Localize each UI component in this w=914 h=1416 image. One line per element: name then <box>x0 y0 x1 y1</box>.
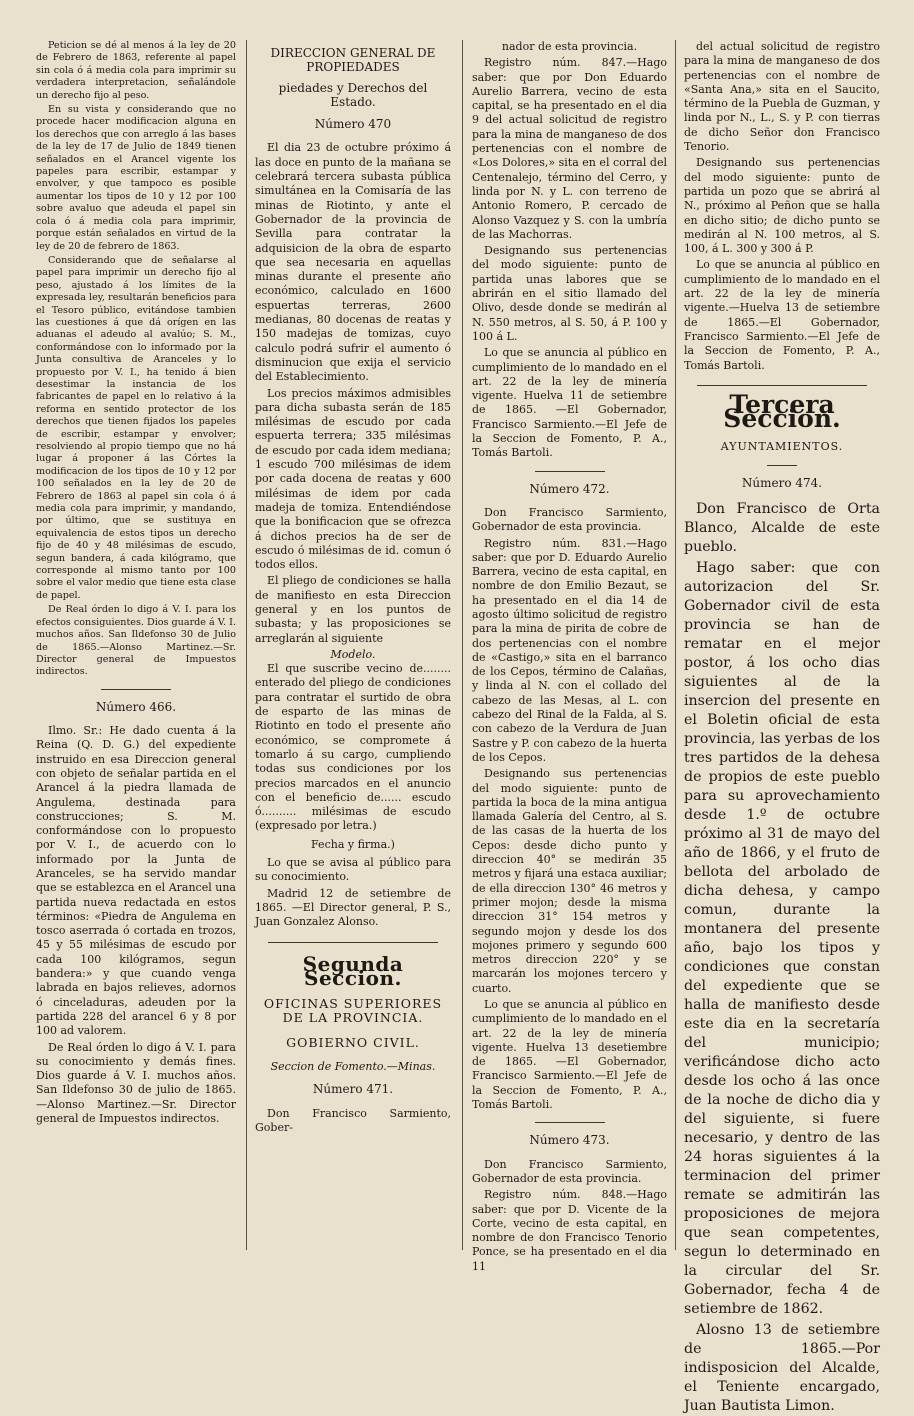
paragraph: Madrid 12 de setiembre de 1865. —El Director general, P. S., Juan Gonzalez Alonso. <box>255 886 451 929</box>
column-3 <box>472 40 667 1275</box>
paragraph: Don Francisco Sarmiento, Gobernador de esta provincia. <box>472 505 667 534</box>
subsection-title: GOBIERNO CIVIL. <box>286 1034 420 1050</box>
paragraph: Peticion se dé al menos á la ley de 20 de Febrero de 1863, referente al papel sin cola ó á media cola para imprimir su verdadera interpretacion, señalándole un derecho fijo al peso. <box>36 40 236 101</box>
paragraph: Don Francisco Sarmiento, Gobernador de esta provincia. <box>472 1157 667 1185</box>
subsection-title: AYUNTAMIENTOS. <box>720 440 844 454</box>
paragraph: Lo que se anuncia al público en cumplimiento de lo mandado en el art. 22 de la ley de minería vigente.—Huelva 13 de setiembre de 1865.—El Gobernador, Francisco Sarmiento.—El Jefe de la Seccion de Fomento, P. A., Tomás Bartoli. <box>684 258 880 372</box>
divider <box>535 471 605 472</box>
column-rule <box>246 40 247 1250</box>
paragraph: Registro núm. 831.—Hago saber: que por D. Eduardo Aurelio Barrera, vecino de esta capital, en nombre de don Emilio Bezaut, se ha presentado en el dia 14 de agosto último solicitud de registro para la mina de pirita de cobre de dos pertenencias con el nombre de «Castigo,» sita en el barranco de los Cepos, término de Calañas, y linda al N. con el collado del cabezo de las Mesas, al L. con cabezo del Rinal de la Falda, al S. con cabezo de la Verdura de Juan Sastre y P. con cabezo de la huerta de los Cepos. <box>472 536 667 764</box>
paragraph: Hago saber: que con autorizacion del Sr. Gobernador civil de esta provincia se han de rematar en el mejor postor, á los ocho dias siguientes al de la insercion del presente en el Boletin oficial de esta provincia, las yerbas de los tres partidos de la dehesa de propios de este pueblo para su aprovechamiento desde 1.º de octubre próximo al 31 de mayo del año de 1866, y el fruto de bellota del arbolado de dicha dehesa, y campo comun, durante la montanera del presente año, bajo los tipos y condiciones que constan del expediente que se halla de manifiesto desde este dia en la secretaría del municipio; verificándose dicho acto desde los ocho á las once de la noche de dicho dia y del siguiente, si fuere necesario, y dentro de las 24 horas siguientes á la terminacion del primer remate se admitirán las proposiciones de mejora que sean competentes, segun lo determinado en la circular del Sr. Gobernador, fecha 4 de setiembre de 1862. <box>684 560 880 1318</box>
paragraph: Registro núm. 848.—Hago saber: que por D. Vicente de la Corte, vecino de esta capital, en nombre de don Francisco Tenorio Ponce, se ha presentado en el dia 11 <box>472 1188 667 1273</box>
paragraph: Designando sus pertenencias del modo siguiente: punto de partida la boca de la mina antigua llamada Galería del Centro, al S. de las casas de la huerta de los Cepos: desde dicho punto y direccion 40° se medirán 35 metros y fijará una estaca auxiliar; de ella direccion 130° 46 metros y primer mojon; desde la misma direccion 31° 154 metros y segundo mojon y desde los dos mojones primero y segundo 600 metros direccion 220° y se marcarán los mojones tercero y cuarto. <box>472 767 667 995</box>
notice-number: Número 473. <box>529 1133 610 1148</box>
notice-number: Número 472. <box>529 481 610 496</box>
column-rule <box>675 40 676 1250</box>
paragraph: Don Francisco Sarmiento, Gober- <box>255 1106 451 1134</box>
divider <box>268 942 438 943</box>
paragraph: Don Francisco de Orta Blanco, Alcalde de este pueblo. <box>684 501 880 556</box>
paragraph: nador de esta provincia. <box>501 40 638 53</box>
section-heading-continued: piedades y Derechos del Estado. <box>278 80 428 109</box>
paragraph: De Real órden lo digo á V. I. para los efectos consiguientes. Dios guarde á V. I. muchos años. San Ildefonso 30 de Julio de 1865.—Alonso Martinez.—Sr. Director general de Impuestos indirectos. <box>36 604 236 678</box>
paragraph: Los precios máximos admisibles para dicha subasta serán de 185 milésimas de escudo por cada espuerta terrera; 335 milésimas de escudo por cada idem mediana; 1 escudo 700 milésimas de idem por cada docena de reatas y 600 milésimas de idem por cada madeja de tomiza. Entendiéndose que la bonificacion que se ofrezca á dichos precios ha de ser de escudo ó milésimas de id. comun ó todos ellos. <box>255 386 451 572</box>
column-2 <box>255 40 451 1275</box>
notice-number: Número 471. <box>312 1082 394 1097</box>
paragraph: Alosno 13 de setiembre de 1865.—Por indisposicion del Alcalde, el Teniente encargado, Juan Bautista Limon. <box>684 1322 880 1415</box>
notice-number: Número 474. <box>741 475 823 490</box>
divider <box>767 465 797 466</box>
paragraph: En su vista y considerando que no procede hacer modificacion alguna en los derechos que con arreglo á las bases de la ley de 17 de Julio de 1849 tienen señalados en el Arancel vigente los papeles para escribir, estampar y envolver, y que tampoco es posible aumentar los tipos de 10 y 12 por 100 sobre avaluo que adeuda el papel sin cola ó á media cola para imprimir, porque están señalados en virtud de la ley de 20 de febrero de 1863. <box>36 104 236 252</box>
paragraph: del actual solicitud de registro para la mina de manganeso de dos pertenencias con el nombre de «Santa Ana,» sita en el Saucito, término de la Puebla de Guzman, y linda por N., L., S. y P. con tierras de dicho Señor don Francisco Tenorio. <box>684 40 880 154</box>
paragraph: Registro núm. 847.—Hago saber: que por Don Eduardo Aurelio Barrera, vecino de esta capital, se ha presentado en el dia 9 del actual solicitud de registro para la mina de manganeso de dos pertenencias con el nombre de «Los Dolores,» sita en el corral del Centenalejo, término del Cerro, y linda por N. y L. con terreno de Antonio Romero, P. cercado de Alonso Vazquez y S. con la umbría de las Machorras. <box>472 56 667 241</box>
column-4 <box>684 40 880 1415</box>
model-heading: Modelo. <box>330 647 376 661</box>
section-heading: DIRECCION GENERAL DE PROPIEDADES <box>270 46 436 75</box>
divider <box>101 689 171 690</box>
column-1 <box>36 40 236 1275</box>
divider <box>535 1122 605 1123</box>
subsection-title: OFICINAS SUPERIORES DE LA PROVINCIA. <box>263 996 443 1026</box>
paragraph: Designando sus pertenencias del modo siguiente: punto de partida unas labores que se abrirán en el sitio llamado del Olivo, desde donde se medirán al N. 550 metros, al S. 50, á P. 100 y 100 á L. <box>472 244 667 343</box>
signature-line: Fecha y firma.) <box>311 837 395 851</box>
paragraph: Considerando que de señalarse al papel para imprimir un derecho fijo al peso, ajustado á los límites de la expresada ley, resultarán beneficios para el Tesoro público, evitándose tambien las cuestiones á que dá orígen en las aduanas el adeudo al avalúo; S. M., conformándose con lo informado por la Junta consultiva de Aranceles y lo propuesto por V. I., ha tenido á bien desestimar la instancia de los fabricantes de papel en lo relativo á la reforma en sentido protector de los derechos que tienen fijados los papeles de escribir, estampar y envolver; resolviendo al propio tiempo que no há lugar á proponer á las Córtes la modificacion de los tipos de 10 y 12 por 100 señalados en la ley de 20 de Febrero de 1863 al papel sin cola ó á media cola para imprimir, y mandando, por último, que se sustituya en equivalencia de estos tipos un derecho fijo de 40 y 48 milésimas de escudo, segun bandera, á cada kilógramo, que corresponde al mismo tanto por 100 sobre el valor medio que tiene esta clase de papel. <box>36 254 237 601</box>
paragraph: El dia 23 de octubre próximo á las doce en punto de la mañana se celebrará tercera subasta pública simultánea en la Comisaría de las minas de Riotinto, y ante el Gobernador de la provincia de Sevilla para contratar la adquisicion de la obra de esparto que sea necesaria en aquellas minas durante el presente año económico, calculado en 1600 espuertas terreras, 2600 medianas, 80 docenas de reatas y 150 madejas de tomizas, cuyo calculo podrá sufrir el aumento ó disminucion que exija el servicio del Establecimiento. <box>255 141 451 384</box>
column-rule <box>462 40 463 1250</box>
section-title: Tercera Seccion. <box>723 389 841 434</box>
paragraph: Lo que se anuncia al público en cumplimiento de lo mandado en el art. 22 de la ley de minería vigente. Huelva 11 de setiembre de 1865. —El Gobernador, Francisco Sarmiento.—El Jefe de la Seccion de Fomento, P. A., Tomás Bartoli. <box>472 346 667 460</box>
paragraph: Designando sus pertenencias del modo siguiente: punto de partida un pozo que se abrirá al N., próximo al Peñon que se halla en dicho sitio; de dicho punto se medirán al N. 100 metros, al S. 100, á L. 300 y 300 á P. <box>684 156 880 256</box>
section-title: Segunda Seccion. <box>302 951 404 990</box>
department-heading: Seccion de Fomento.—Minas. <box>270 1060 436 1073</box>
divider <box>697 385 867 386</box>
notice-number: Número 466. <box>95 699 177 714</box>
paragraph: El que suscribe vecino de........ enterado del pliego de condiciones para contratar el surtido de obra de esparto de las minas de Riotinto en todo el presente año económico, se compromete á tomarlo á su cargo, cumpliendo todas sus condiciones por los precios marcados en el anuncio con el beneficio de...... escudo ó.......... milésimas de escudo (expresado por letra.) <box>255 662 451 833</box>
notice-number: Número 470 <box>314 117 392 132</box>
paragraph: Lo que se avisa al público para su conocimiento. <box>255 856 451 884</box>
paragraph: Ilmo. Sr.: He dado cuenta á la Reina (Q. D. G.) del expediente instruido en esa Direccion general con objeto de señalar partida en el Arancel á la piedra llamada de Angulema, destinada para construcciones; S. M. conformándose con lo propuesto por V. I., de acuerdo con lo informado por la Junta de Aranceles, se ha servido mandar que se establezca en el Arancel una partida nueva redactada en estos términos: «Piedra de Angulema en tosco aserrada ó cortada en trozos, 45 y 55 milésimas de escudo por cada 100 kilógramos, segun bandera:» y que cuando venga labrada en bajos relieves, adornos ó cinceladuras, adeuden por la partida 228 del arancel 6 y 8 por 100 ad valorem. <box>36 724 236 1038</box>
paragraph: De Real órden lo digo á V. I. para su conocimiento y demás fines. Dios guarde á V. I. muchos años. San Ildefonso 30 de julio de 1865. —Alonso Martinez.—Sr. Director general de Impuestos indirectos. <box>36 1040 236 1126</box>
paragraph: El pliego de condiciones se halla de manifiesto en esta Direccion general y en los puntos de subasta; y las proposiciones se arreglarán al siguiente <box>255 574 451 645</box>
paragraph: Lo que se anuncia al público en cumplimiento de lo mandado en el art. 22 de la ley de minería vigente. Huelva 13 desetiembre de 1865. —El Gobernador, Francisco Sarmiento.—El Jefe de la Seccion de Fomento, P. A., Tomás Bartoli. <box>472 998 667 1112</box>
